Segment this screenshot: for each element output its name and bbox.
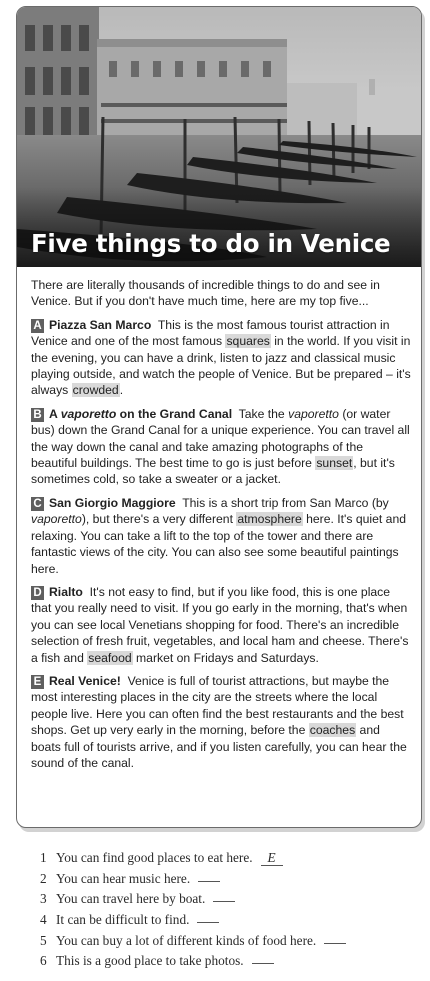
question-item: [40, 889, 420, 910]
vocab-highlight: seafood: [88, 650, 132, 665]
section-heading: San Giorgio Maggiore: [49, 495, 176, 510]
section-text: , but it's sometimes cold, so take a sweater or a jacket.: [31, 456, 395, 487]
section-letter: A: [31, 319, 44, 333]
section-text: in the world. If you visit in the evening, you can have a drink, listen to jazz and classical music playing outside, and watch the people of Venice. But be prepared – it's always: [31, 334, 411, 398]
section-text: ), but there's a very different: [81, 512, 237, 527]
vocab-highlight: atmosphere: [237, 512, 302, 527]
intro-paragraph: There are literally thousands of incredible things to do and see in Venice. But if you don't have much time, here are my top five...: [31, 278, 380, 309]
question-number: 2: [40, 870, 47, 886]
section-text: Take the: [238, 406, 289, 421]
section-heading: Real Venice!: [49, 673, 121, 688]
question-number: 6: [40, 953, 47, 969]
question-list: [40, 848, 420, 972]
question-text: You can find good places to eat here.: [56, 850, 253, 865]
answer-field[interactable]: [197, 910, 219, 923]
article-card: [16, 6, 422, 828]
section-e: [31, 673, 411, 771]
question-number: 4: [40, 912, 47, 928]
question-number: 3: [40, 891, 47, 907]
section-text: This is the most famous tourist attraction in Venice and one of the most famous: [31, 317, 390, 349]
section-d: [31, 584, 411, 666]
question-text: You can hear music here.: [56, 870, 191, 886]
section-b: [31, 406, 411, 488]
section-letter: B: [31, 408, 44, 422]
answer-field[interactable]: [324, 931, 346, 944]
vocab-highlight: crowded: [72, 383, 119, 398]
section-text: market on Fridays and Saturdays.: [132, 650, 319, 665]
section-heading: Piazza San Marco: [49, 317, 152, 332]
question-item: [40, 910, 420, 931]
question-text: It can be difficult to find.: [56, 912, 190, 928]
venice-canal-image: [17, 7, 421, 267]
section-a: [31, 317, 411, 399]
vocab-highlight: squares: [226, 334, 270, 349]
section-text: Venice is full of tourist attractions, but maybe the most interesting places in the city are the streets where the local people live. Here you can often find the best restaurants and the best shops. Get up very early in the morning, before the: [31, 673, 404, 738]
question-item: [40, 848, 420, 869]
section-italic: vaporetto: [288, 406, 339, 421]
section-letter: E: [31, 675, 44, 689]
article-body: [31, 277, 411, 778]
section-text: This is a short trip from San Marco (by: [182, 495, 389, 510]
question-item: [40, 931, 420, 952]
section-letter: C: [31, 497, 44, 511]
answer-field[interactable]: [252, 951, 274, 964]
venice-photo: [17, 7, 421, 267]
vocab-highlight: coaches: [309, 723, 356, 738]
section-letter: D: [31, 586, 44, 600]
article-title: Five things to do in Venice: [31, 229, 391, 258]
question-text: You can buy a lot of different kinds of food here.: [56, 932, 317, 948]
section-text: and boats full of tourists arrive, and if you listen carefully, you can hear the sound of the canal.: [31, 723, 407, 770]
vocab-highlight: sunset: [316, 456, 353, 471]
section-c: [31, 495, 411, 577]
answer-field[interactable]: [198, 869, 220, 882]
question-item: [40, 951, 420, 972]
section-text: here. It's quiet and relaxing. You can take a lift to the top of the tower and there are fantastic views of the city. You can also see some beautiful paintings here.: [31, 512, 406, 576]
section-italic: vaporetto: [31, 512, 82, 527]
question-text: This is a good place to take photos.: [56, 953, 244, 969]
section-text: It's not easy to find, but if you like food, this is one place that you really need to visit. If you go early in the morning, that's when you can see local Venetians shopping for food. There's an incredible selection of fresh fruit, vegetables, and local ham and cheese. There's a fish and: [31, 584, 409, 665]
section-heading: A vaporetto on the Grand Canal: [49, 406, 233, 421]
question-number: 1: [40, 850, 47, 865]
section-heading: Rialto: [49, 584, 83, 599]
answer-field[interactable]: E: [261, 851, 283, 866]
question-item: [40, 869, 420, 890]
answer-field[interactable]: [213, 889, 235, 902]
section-text: (or water bus) down the Grand Canal for a unique experience. You can travel all the way down the canal and take amazing photographs of the beautiful buildings. The best time to go is just before: [31, 406, 410, 471]
section-text: .: [119, 383, 124, 398]
question-number: 5: [40, 932, 47, 948]
question-text: You can travel here by boat.: [56, 891, 206, 907]
